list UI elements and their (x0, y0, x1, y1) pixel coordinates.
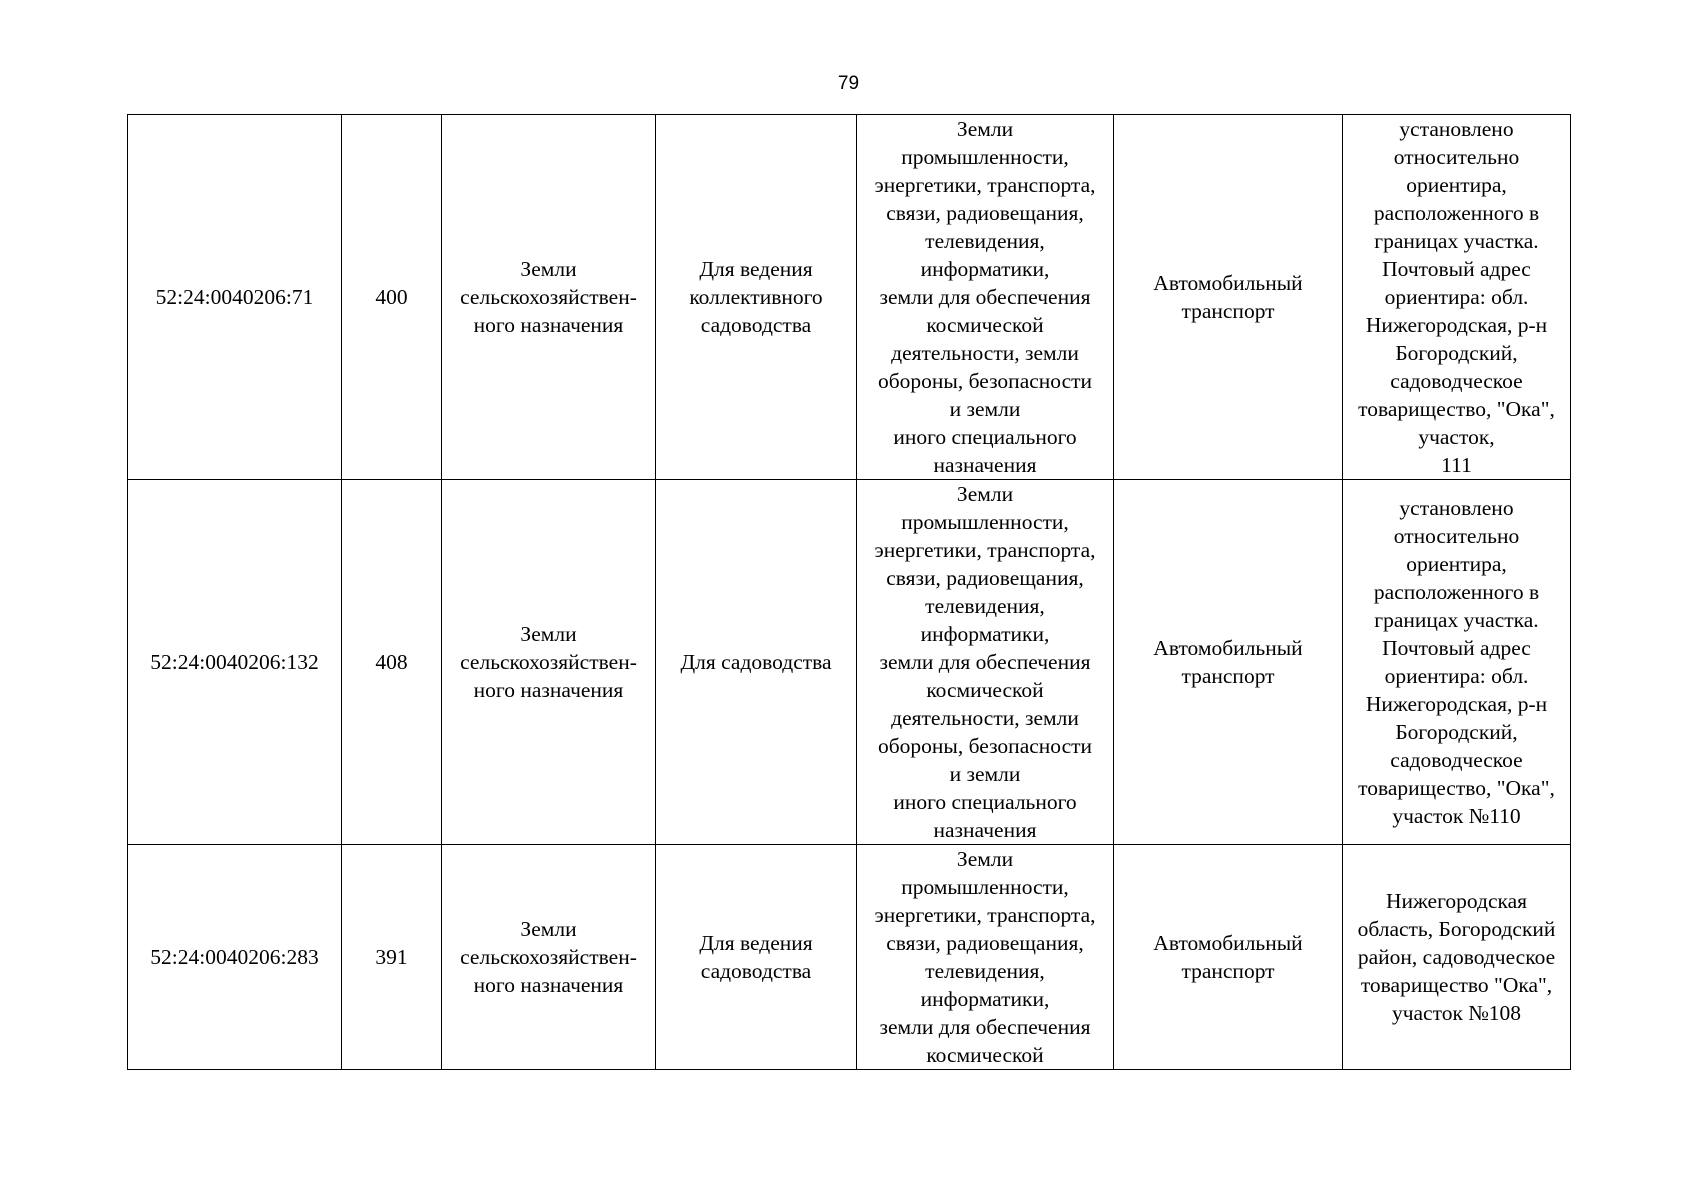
permitted-use-cell: Для садоводства (656, 480, 857, 845)
transport-cell: Автомобильный транспорт (1114, 845, 1343, 1070)
adjacent-category-cell: Земли промышленности, энергетики, транспорта, связи, радиовещания, телевидения, информатики, земли для обеспечения космической (857, 845, 1114, 1070)
address-cell: установлено относительно ориентира, расположенного в границах участка. Почтовый адрес ориентира: обл. Нижегородская, р-н Богородский, садоводческое товарищество, "Ока", участок №110 (1343, 480, 1571, 845)
land-category-cell: Земли сельскохозяйствен- ного назначения (442, 845, 656, 1070)
area-cell: 400 (342, 115, 442, 480)
area-cell: 391 (342, 845, 442, 1070)
permitted-use-cell: Для ведения садоводства (656, 845, 857, 1070)
land-category-cell: Земли сельскохозяйствен- ного назначения (442, 115, 656, 480)
address-cell: Нижегородская область, Богородский район, садоводческое товарищество "Ока", участок №108 (1343, 845, 1571, 1070)
cadastral-number-cell: 52:24:0040206:132 (128, 480, 342, 845)
cadastral-number-cell: 52:24:0040206:71 (128, 115, 342, 480)
table-row (128, 480, 1571, 845)
address-cell: установлено относительно ориентира, расположенного в границах участка. Почтовый адрес ориентира: обл. Нижегородская, р-н Богородский, садоводческое товарищество, "Ока", участок, 111 (1343, 115, 1571, 480)
land-category-cell: Земли сельскохозяйствен- ного назначения (442, 480, 656, 845)
adjacent-category-cell: Земли промышленности, энергетики, транспорта, связи, радиовещания, телевидения, информатики, земли для обеспечения космической деятельности, земли обороны, безопасности и земли иного специального назначения (857, 480, 1114, 845)
table-row (128, 115, 1571, 480)
page-number: 79 (837, 73, 860, 94)
table-row (128, 845, 1571, 1070)
cadastral-number-cell: 52:24:0040206:283 (128, 845, 342, 1070)
permitted-use-cell: Для ведения коллективного садоводства (656, 115, 857, 480)
transport-cell: Автомобильный транспорт (1114, 115, 1343, 480)
adjacent-category-cell: Земли промышленности, энергетики, транспорта, связи, радиовещания, телевидения, информатики, земли для обеспечения космической деятельности, земли обороны, безопасности и земли иного специального назначения (857, 115, 1114, 480)
land-parcel-table (127, 114, 1571, 1070)
transport-cell: Автомобильный транспорт (1114, 480, 1343, 845)
area-cell: 408 (342, 480, 442, 845)
